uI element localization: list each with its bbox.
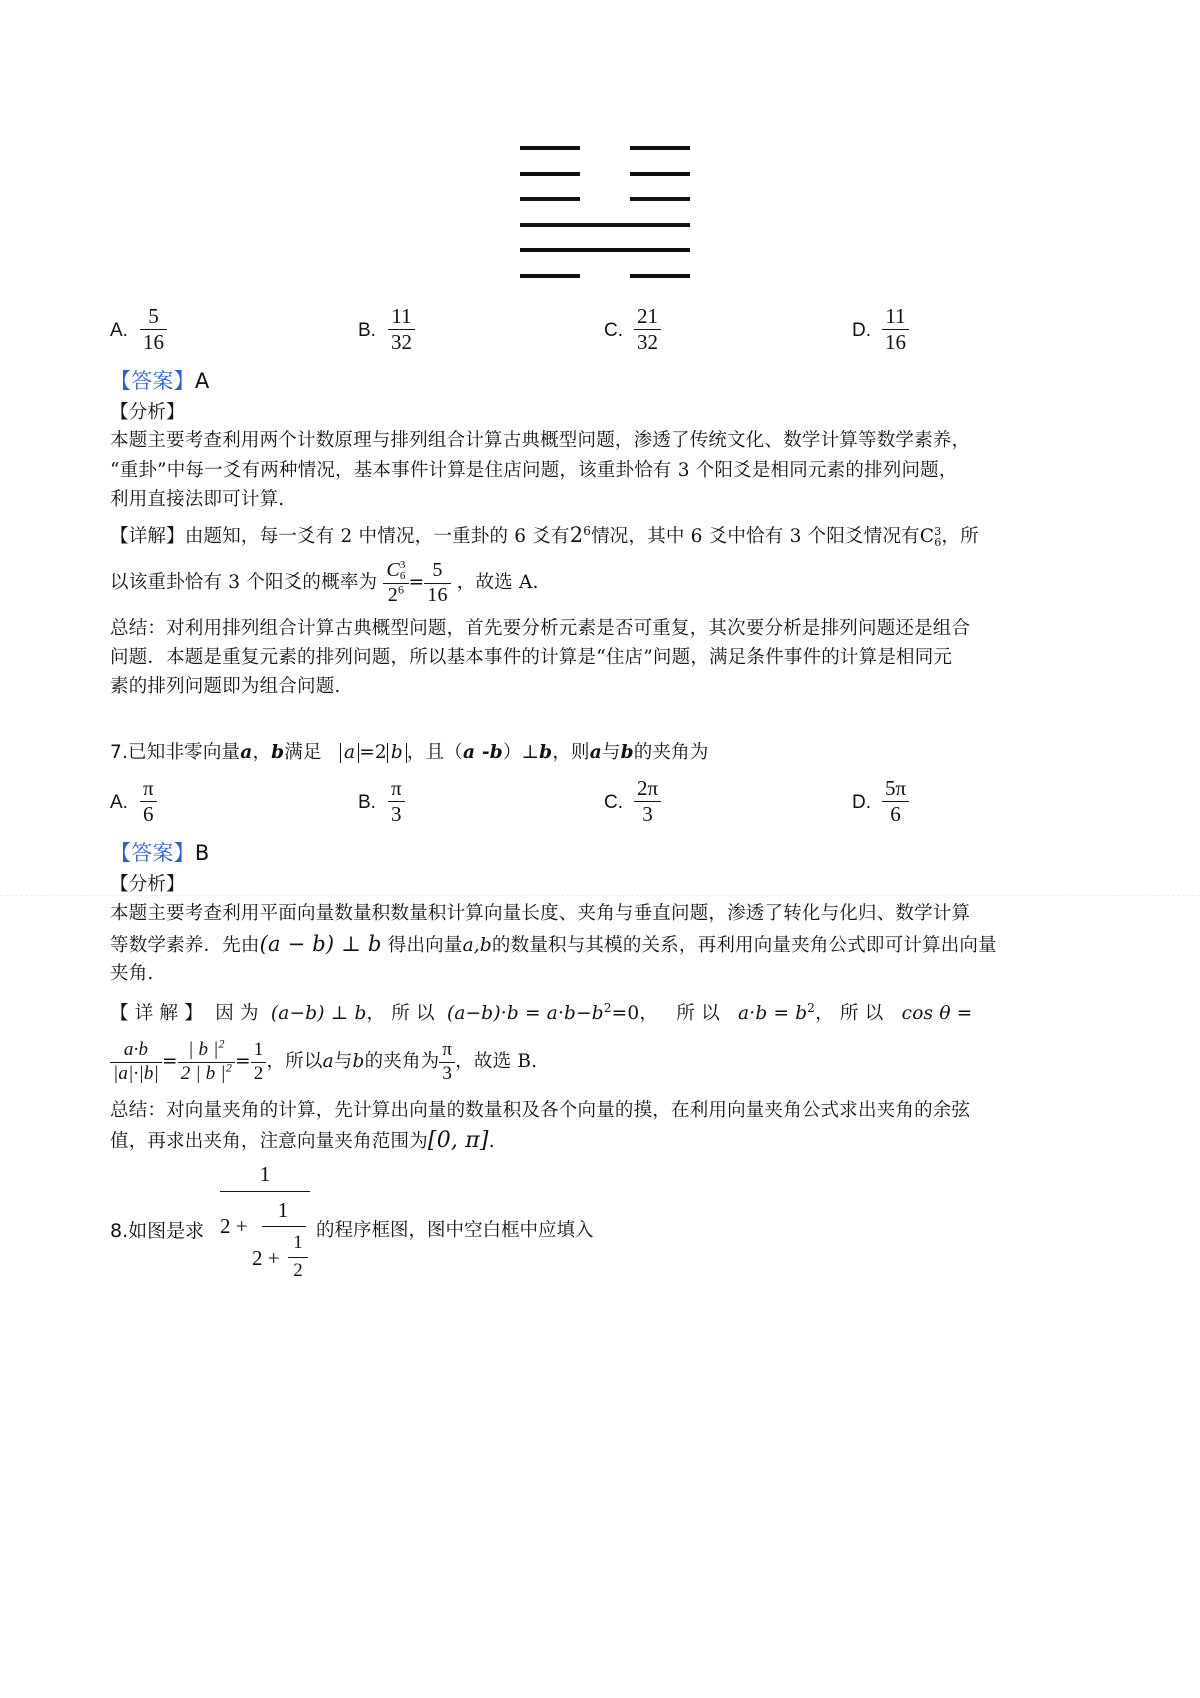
fraction-denominator: 6 bbox=[143, 801, 154, 826]
equals-sign: = bbox=[235, 1051, 251, 1072]
power-exp: 6 bbox=[583, 523, 592, 538]
power-base: 2 bbox=[569, 523, 584, 547]
fraction-numerator: π bbox=[442, 1039, 453, 1061]
option-fraction bbox=[882, 304, 909, 355]
power-exp: 6 bbox=[397, 581, 405, 596]
q6-detail-line-1 bbox=[110, 522, 979, 550]
cosine-fraction bbox=[110, 1039, 162, 1085]
vector-a: a bbox=[589, 742, 602, 763]
option-fraction bbox=[634, 304, 661, 355]
probability-fraction bbox=[383, 559, 408, 607]
q6-analysis-line-3: 利用直接法即可计算. bbox=[110, 489, 285, 510]
answer-value: B bbox=[194, 841, 210, 865]
option-label: B. bbox=[358, 792, 376, 813]
summary-text: . bbox=[488, 1131, 495, 1152]
q6-analysis-line-2: “重卦”中每一爻有两种情况，基本事件计算是住店问题，该重卦恰有 3 个阳爻是相同元素的排列问题， bbox=[110, 460, 958, 481]
q6-summary-line-3: 素的排列问题即为组合问题. bbox=[110, 676, 341, 697]
power-base: 2 bbox=[387, 583, 398, 606]
detail-text: ，所以 bbox=[266, 1051, 323, 1072]
math-expression: (a−b)·b = a·b−b bbox=[446, 1003, 604, 1024]
q7-analysis-line-1: 本题主要考查利用平面向量数量积数量积计算向量长度、夹角与垂直问题，渗透了转化与化归、数学计算 bbox=[110, 903, 971, 924]
fraction-denominator: 3 bbox=[442, 1062, 453, 1084]
hexagram-figure bbox=[520, 146, 690, 296]
fraction-denominator: 32 bbox=[637, 329, 658, 354]
cf-inner-bar bbox=[288, 1257, 308, 1258]
combination-c: C bbox=[386, 558, 400, 581]
yang-line bbox=[520, 248, 690, 252]
vector-b: b bbox=[539, 742, 553, 763]
fraction-denominator: 16 bbox=[427, 583, 448, 606]
q6-analysis-tag: 【分析】 bbox=[110, 402, 185, 423]
fraction-denominator: 3 bbox=[642, 801, 653, 826]
combination-sub: 6 bbox=[399, 570, 406, 583]
detail-tag: 【详解】 bbox=[110, 526, 185, 547]
fraction-numerator: 5π bbox=[885, 776, 907, 800]
stem-text: 与 bbox=[601, 742, 621, 763]
fraction-numerator: π bbox=[391, 776, 402, 800]
option-label: A. bbox=[110, 320, 128, 341]
comma: ， bbox=[252, 742, 272, 763]
yin-line bbox=[520, 172, 690, 176]
detail-text: ，所 bbox=[941, 526, 979, 547]
math-expression: cos θ = bbox=[901, 1003, 973, 1024]
detail-text: ，故选 A. bbox=[456, 572, 539, 593]
fraction-numerator: 5 bbox=[432, 558, 443, 581]
yin-line bbox=[520, 146, 690, 150]
analysis-text: 得出向量 bbox=[387, 935, 463, 956]
detail-text: 与 bbox=[333, 1051, 353, 1072]
q6-summary-line-1: 总结：对利用排列组合计算古典概型问题，首先要分析元素是否可重复，其次要分析是排列问题还是组合 bbox=[110, 618, 971, 639]
q6-detail-line-2 bbox=[110, 556, 539, 610]
equals-two: =2 bbox=[359, 742, 387, 763]
option-label: B. bbox=[358, 320, 376, 341]
cf-bar bbox=[220, 1191, 310, 1192]
power-exp: 2 bbox=[218, 1036, 225, 1051]
stem-text: 8.如图是求 bbox=[110, 1220, 205, 1242]
cf-mid-bar bbox=[262, 1226, 306, 1227]
fraction-numerator: a·b bbox=[123, 1039, 149, 1061]
abs-b: b bbox=[387, 743, 407, 763]
stem-text: 满足 bbox=[284, 742, 322, 763]
option-label: D. bbox=[852, 792, 871, 813]
stem-text: ，则 bbox=[552, 742, 590, 763]
vector-a: a bbox=[322, 1051, 334, 1072]
fraction-denominator: 16 bbox=[143, 329, 164, 354]
power-exp: 2 bbox=[807, 1000, 816, 1015]
equals-sign: = bbox=[162, 1051, 178, 1072]
analysis-text: 的数量积与其模的关系，再利用向量夹角公式即可计算出向量 bbox=[491, 935, 997, 956]
equals-sign: = bbox=[408, 572, 425, 593]
fraction-denominator: 32 bbox=[391, 329, 412, 354]
q7-answer-line bbox=[110, 840, 209, 866]
answer-value: A bbox=[194, 369, 210, 393]
yang-line bbox=[520, 223, 690, 227]
answer-tag: 【答案】 bbox=[110, 369, 195, 393]
q6-answer-line bbox=[110, 368, 209, 394]
vector-b: b bbox=[352, 1051, 365, 1072]
fraction-denominator: 2 | b | bbox=[180, 1062, 226, 1084]
q6-analysis-line-1: 本题主要考查利用两个计数原理与排列组合计算古典概型问题，渗透了传统文化、数学计算等数学素养， bbox=[110, 430, 971, 451]
fraction-numerator: 11 bbox=[391, 304, 412, 328]
combination-sup: 3 bbox=[399, 559, 406, 572]
vector-b: b bbox=[271, 742, 285, 763]
math-expression: =0， bbox=[611, 1003, 659, 1024]
detail-text: ， 所 以 bbox=[815, 1003, 884, 1024]
modulus-fraction bbox=[178, 1036, 235, 1085]
stem-text: ，且（ bbox=[406, 742, 464, 763]
cf-two-plus-inner: 2 + bbox=[252, 1246, 280, 1270]
option-label: C. bbox=[604, 792, 623, 813]
q7-summary-line-2 bbox=[110, 1128, 495, 1155]
detail-text: 情况，其中 6 爻中恰有 3 个阳爻情况有 bbox=[591, 526, 920, 547]
vector-b: b bbox=[620, 742, 634, 763]
angle-fraction bbox=[439, 1039, 455, 1085]
option-label: C. bbox=[604, 320, 623, 341]
fraction-denominator: 6 bbox=[890, 801, 901, 826]
detail-text: 所 以 bbox=[676, 1003, 720, 1024]
fraction-numerator: 21 bbox=[637, 304, 658, 328]
option-fraction bbox=[388, 776, 405, 827]
cf-two-plus: 2 + bbox=[220, 1214, 248, 1238]
detail-text: 因 为 bbox=[215, 1003, 259, 1024]
q7-stem bbox=[110, 740, 709, 766]
fraction-numerator: | b | bbox=[188, 1039, 219, 1061]
option-fraction bbox=[388, 304, 415, 355]
fraction-denominator: 2 bbox=[253, 1062, 264, 1084]
option-fraction bbox=[140, 304, 167, 355]
analysis-text: 等数学素养．先由 bbox=[110, 935, 260, 956]
detail-text: ，故选 B. bbox=[455, 1051, 538, 1072]
half-fraction bbox=[251, 1039, 267, 1085]
yin-line bbox=[520, 274, 690, 278]
combination-sup: 3 bbox=[934, 525, 942, 538]
combination-sub: 6 bbox=[934, 536, 942, 549]
stem-text: 的程序框图，图中空白框中应填入 bbox=[316, 1220, 594, 1241]
math-expression: (a − b) ⊥ b bbox=[259, 932, 382, 956]
fraction-numerator: π bbox=[143, 776, 154, 800]
cf-inner-numerator: 1 bbox=[293, 1232, 303, 1253]
cf-inner-denominator: 2 bbox=[293, 1260, 303, 1281]
fraction-denominator: 16 bbox=[885, 329, 906, 354]
detail-tag: 【 详 解 】 bbox=[110, 1003, 204, 1024]
option-fraction bbox=[634, 776, 661, 827]
option-label: D. bbox=[852, 320, 871, 341]
math-expression: a,b bbox=[462, 935, 492, 956]
stem-text: 7.已知非零向量 bbox=[110, 742, 241, 763]
q7-detail-line-1 bbox=[110, 1001, 972, 1027]
q7-analysis-line-2 bbox=[110, 931, 997, 959]
power-exp: 2 bbox=[225, 1060, 233, 1075]
angle-range: [0, π] bbox=[427, 1128, 489, 1153]
summary-text: 值，再求出夹角，注意向量夹角范围为 bbox=[110, 1131, 428, 1152]
option-label: A. bbox=[110, 792, 128, 813]
vector-a: a bbox=[240, 742, 253, 763]
fraction-numerator: 11 bbox=[885, 304, 906, 328]
q7-analysis-tag: 【分析】 bbox=[110, 874, 185, 895]
q8-stem bbox=[110, 1160, 810, 1290]
combination-c: C bbox=[919, 526, 935, 547]
yin-line bbox=[520, 197, 690, 201]
cf-mid-numerator: 1 bbox=[277, 1198, 289, 1222]
fraction-numerator: 5 bbox=[148, 304, 159, 328]
q7-summary-line-1: 总结：对向量夹角的计算，先计算出向量的数量积及各个向量的摸，在利用向量夹角公式求出夹角的余弦 bbox=[110, 1100, 971, 1121]
option-fraction bbox=[140, 776, 157, 827]
vector-expression: a -b bbox=[463, 742, 503, 763]
detail-text: ， 所 以 bbox=[366, 1003, 435, 1024]
detail-text: 由题知，每一爻有 2 中情况，一重卦的 6 爻有 bbox=[184, 526, 570, 547]
abs-a: a bbox=[340, 743, 359, 763]
detail-text: 以该重卦恰有 3 个阳爻的概率为 bbox=[110, 572, 378, 593]
detail-text: 的夹角为 bbox=[364, 1051, 440, 1072]
fraction-denominator: 3 bbox=[391, 801, 402, 826]
power-exp: 2 bbox=[603, 1000, 612, 1015]
fraction-denominator: |a|·|b| bbox=[113, 1062, 160, 1084]
math-expression: a·b = b bbox=[738, 1003, 808, 1024]
result-fraction bbox=[424, 559, 450, 607]
answer-tag: 【答案】 bbox=[110, 841, 195, 865]
stem-text: 的夹角为 bbox=[633, 742, 709, 763]
q6-summary-line-2: 问题．本题是重复元素的排列问题，所以基本事件的计算是“住店”问题，满足条件事件的计算是相同元 bbox=[110, 647, 953, 668]
divider bbox=[0, 895, 1200, 896]
option-fraction bbox=[882, 776, 909, 827]
q7-analysis-line-3: 夹角. bbox=[110, 963, 154, 984]
q7-detail-line-2 bbox=[110, 1034, 537, 1090]
stem-text: ）⊥ bbox=[502, 742, 540, 763]
fraction-numerator: 1 bbox=[253, 1039, 264, 1061]
cf-numerator: 1 bbox=[259, 1162, 271, 1186]
math-expression: (a−b) ⊥ b bbox=[270, 1003, 367, 1024]
fraction-numerator: 2π bbox=[637, 776, 659, 800]
